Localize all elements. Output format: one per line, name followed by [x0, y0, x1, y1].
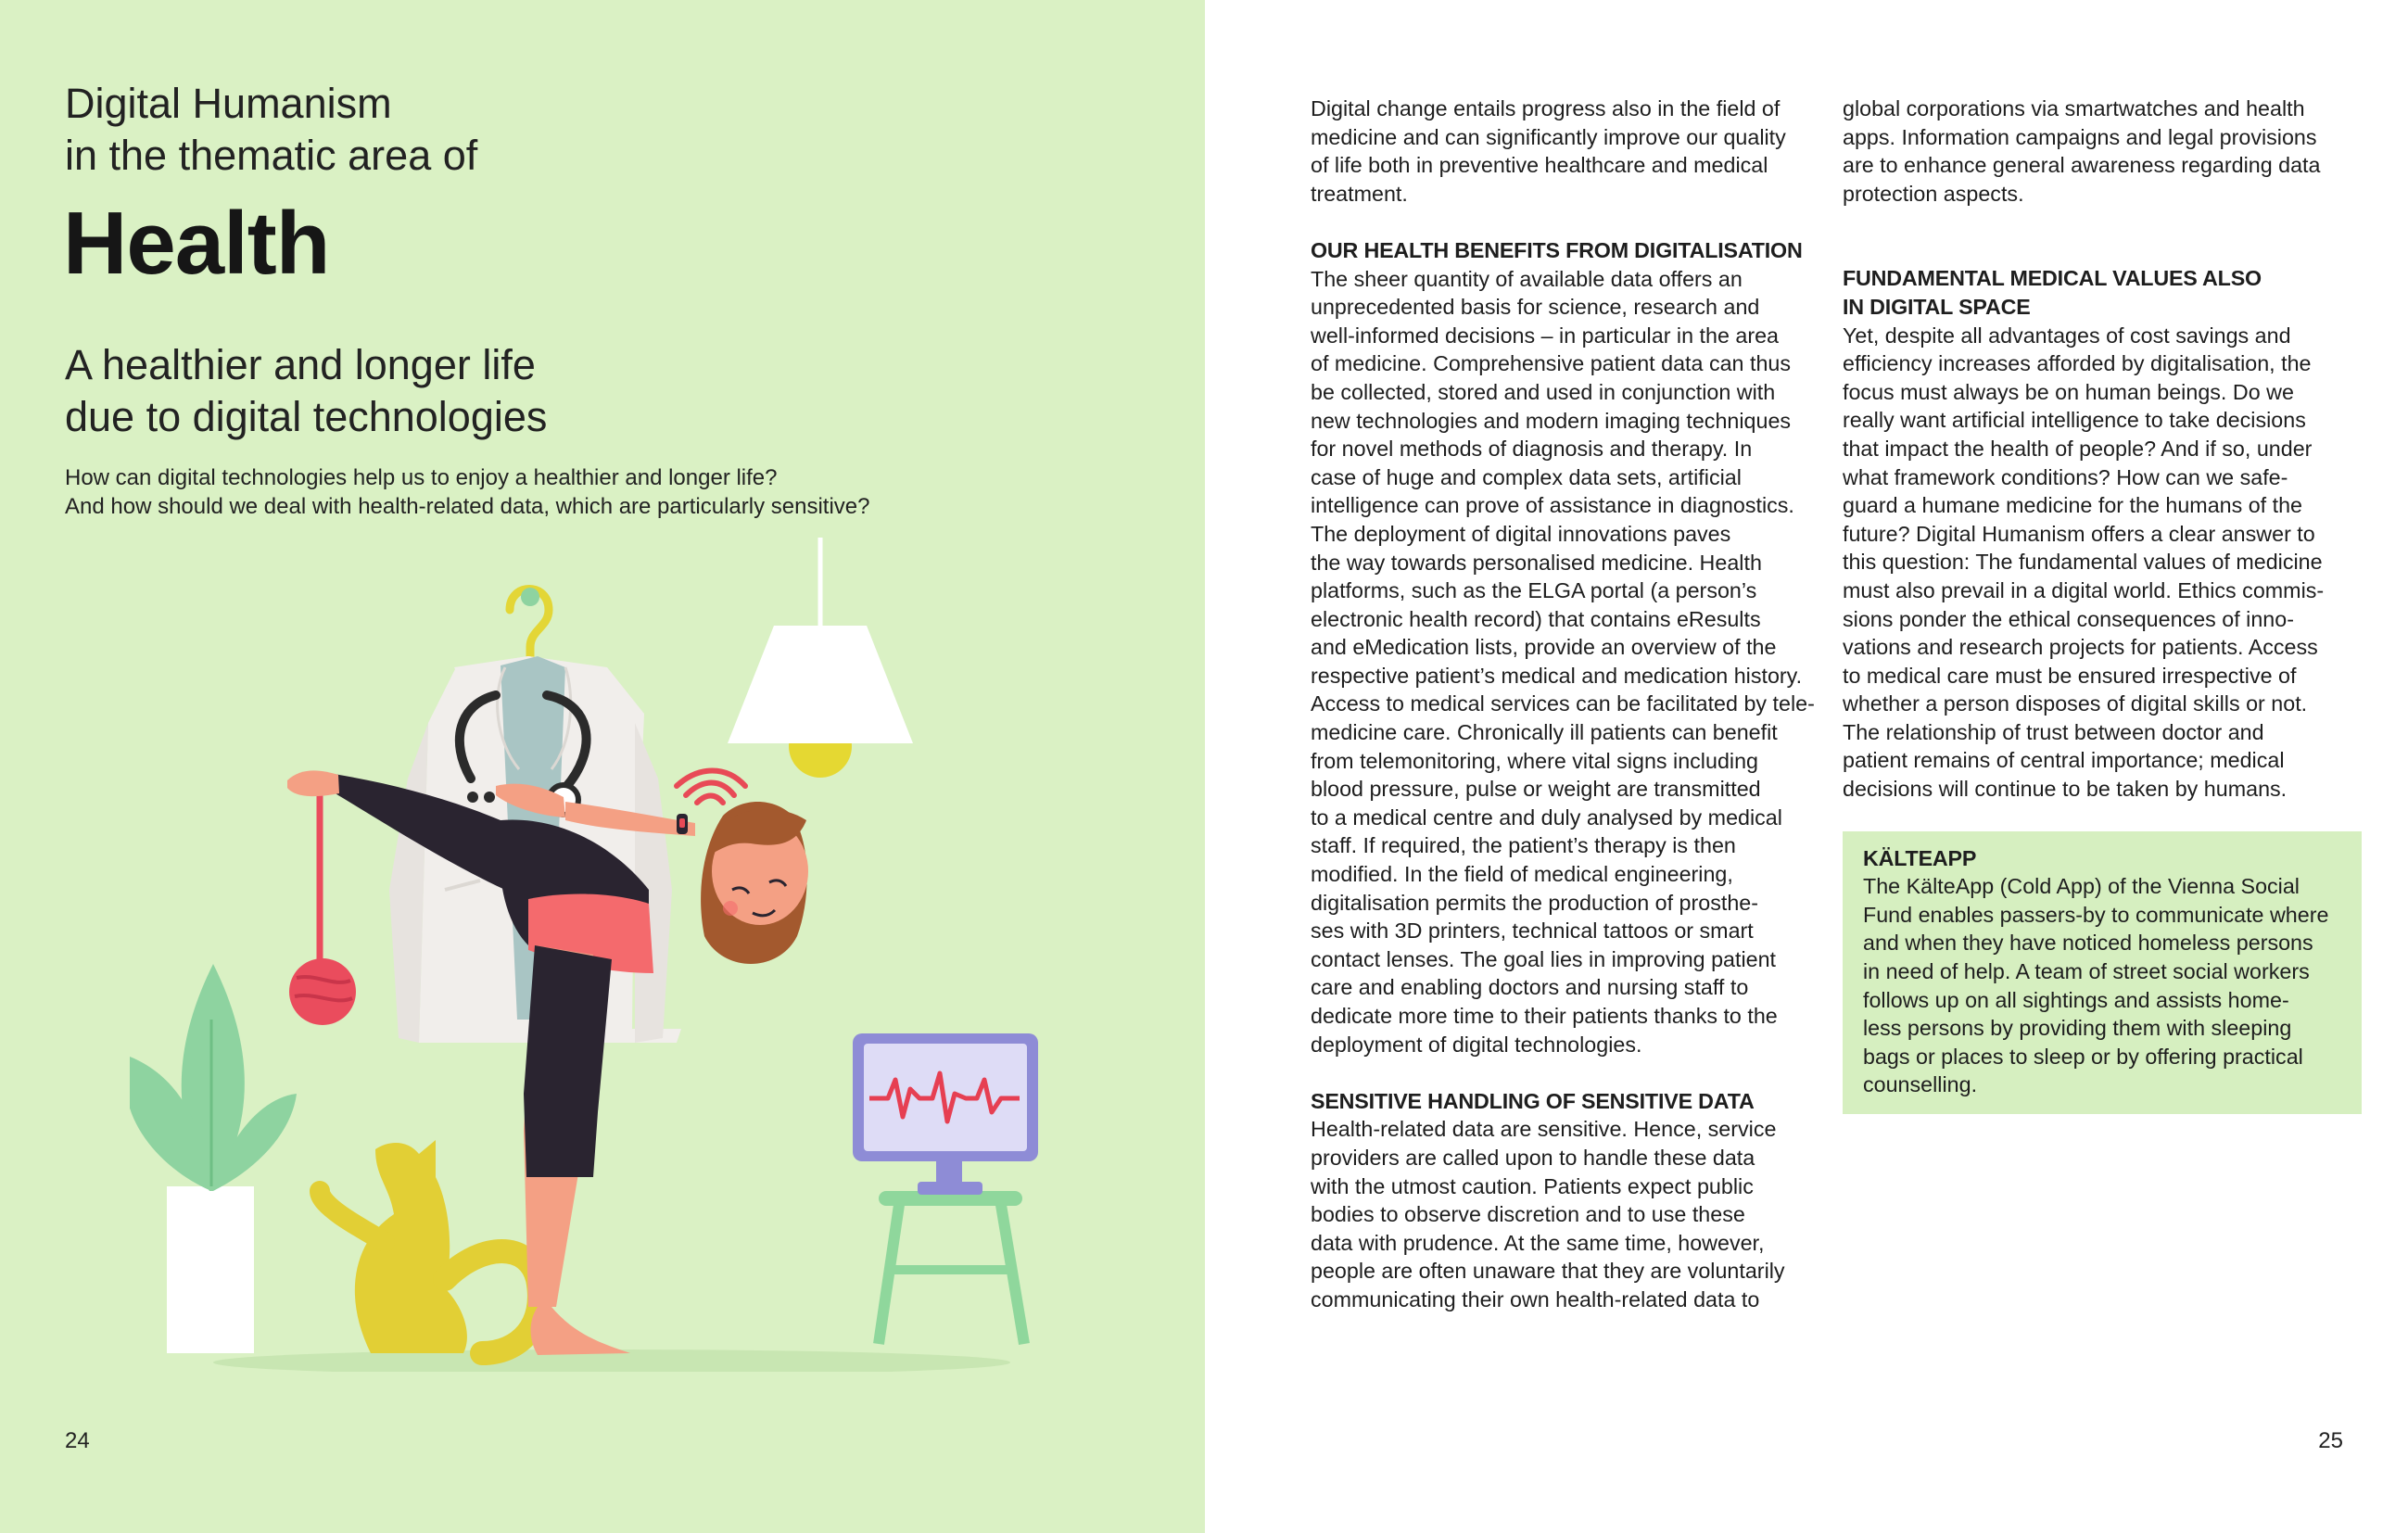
section-body — [1311, 265, 1830, 1059]
text-line: to medical care must be ensured irrespective of — [1843, 663, 2297, 688]
text-line: vations and research projects for patients. Access — [1843, 635, 2318, 660]
text-line: new technologies and modern imaging techniques — [1311, 408, 1792, 433]
text-line: staff. If required, the patient’s therapy is then — [1311, 833, 1736, 858]
kicker-line: Digital Humanism — [65, 80, 392, 127]
text-line: from telemonitoring, where vital signs including — [1311, 748, 1758, 773]
text-line: respective patient’s medical and medication history. — [1311, 663, 1803, 688]
text-line: well-informed decisions – in particular in the area — [1311, 323, 1780, 348]
text-line: to a medical centre and duly analysed by medical — [1311, 805, 1782, 830]
subtitle-line: A healthier and longer life — [65, 341, 536, 388]
text-line: communicating their own health-related data to — [1311, 1286, 1760, 1311]
text-line: less persons by providing them with sleeping — [1863, 1016, 2292, 1041]
text-line: apps. Information campaigns and legal provisions — [1843, 124, 2317, 149]
text-line: care and enabling doctors and nursing staff to — [1311, 975, 1749, 1000]
text-line: the way towards personalised medicine. Health — [1311, 550, 1762, 575]
text-line: data with prudence. At the same time, however, — [1311, 1230, 1765, 1255]
kicker-heading — [65, 78, 806, 182]
intro-line: And how should we deal with health-related data, which are particularly sensitive? — [65, 494, 870, 519]
text-line: unprecedented basis for science, research and — [1311, 295, 1760, 320]
text-line: in need of help. A team of street social workers — [1863, 959, 2310, 984]
lamp-icon — [728, 538, 913, 778]
text-line: Digital change entails progress also in the field of — [1311, 96, 1781, 120]
subtitle-heading — [65, 339, 806, 443]
section-heading: IN DIGITAL SPACE — [1843, 294, 2031, 319]
text-line: Access to medical services can be facilitated by tele- — [1311, 691, 1815, 716]
hanger-icon — [510, 588, 549, 664]
text-line: be collected, stored and used in conjunction with — [1311, 379, 1776, 404]
text-line: Health-related data are sensitive. Hence, service — [1311, 1117, 1777, 1142]
subtitle-line: due to digital technologies — [65, 393, 548, 440]
section-body — [1843, 322, 2362, 804]
text-line: bodies to observe discretion and to use these — [1311, 1202, 1745, 1227]
text-line: for novel methods of diagnosis and therapy. In — [1311, 437, 1753, 462]
text-line: The relationship of trust between doctor and — [1843, 719, 2264, 744]
text-line: dedicate more time to their patients thanks to the — [1311, 1004, 1778, 1028]
section-body — [1311, 1115, 1830, 1313]
heart-monitor-icon — [853, 1033, 1038, 1195]
text-line: providers are called upon to handle these data — [1311, 1145, 1755, 1170]
text-line: whether a person disposes of digital skills or not. — [1843, 691, 2308, 716]
text-line: protection aspects. — [1843, 181, 2024, 206]
text-line: deployment of digital technologies. — [1311, 1032, 1642, 1057]
text-line: blood pressure, pulse or weight are transmitted — [1311, 777, 1761, 802]
text-line: that impact the health of people? And if so, under — [1843, 436, 2313, 461]
page-number: 24 — [65, 1428, 90, 1453]
text-line: must also prevail in a digital world. Ethics commis- — [1843, 577, 2325, 602]
text-line: efficiency increases afforded by digitalisation, the — [1843, 351, 2312, 376]
text-line: are to enhance general awareness regarding data — [1843, 153, 2321, 178]
text-line: Fund enables passers-by to communicate where — [1863, 902, 2329, 927]
plant-icon — [130, 964, 297, 1353]
text-line: of life both in preventive healthcare and medical — [1311, 153, 1768, 178]
text-column-2 — [1843, 95, 2362, 1114]
text-line: and when they have noticed homeless persons — [1863, 931, 2313, 956]
info-box-body — [1863, 872, 2343, 1099]
text-line: global corporations via smartwatches and health — [1843, 96, 2305, 120]
text-line: and eMedication lists, provide an overview of the — [1311, 635, 1777, 660]
section-heading: SENSITIVE HANDLING OF SENSITIVE DATA — [1311, 1088, 1755, 1113]
text-line: people are often unaware that they are voluntarily — [1311, 1259, 1785, 1284]
section-heading: FUNDAMENTAL MEDICAL VALUES ALSO — [1843, 266, 2262, 291]
text-line: contact lenses. The goal lies in improving patient — [1311, 946, 1777, 971]
text-line: guard a humane medicine for the humans of the — [1843, 493, 2303, 518]
text-line: patient remains of central importance; medical — [1843, 748, 2285, 773]
text-line: bags or places to sleep or by offering practical — [1863, 1044, 2303, 1069]
text-line: The sheer quantity of available data offers an — [1311, 266, 1743, 291]
health-illustration — [130, 538, 1131, 1372]
text-line: decisions will continue to be taken by humans. — [1843, 777, 2288, 802]
intro-paragraph — [1843, 95, 2362, 208]
cat-icon — [320, 1140, 539, 1353]
text-line: of medicine. Comprehensive patient data can thus — [1311, 351, 1792, 376]
text-line: really want artificial intelligence to take decisions — [1843, 408, 2306, 433]
intro-paragraph — [1311, 95, 1830, 208]
text-column-1 — [1311, 95, 1830, 1314]
page-title: Health — [63, 194, 330, 293]
intro-text — [65, 463, 1177, 521]
text-line: follows up on all sightings and assists home- — [1863, 987, 2289, 1012]
page-number: 25 — [2318, 1428, 2343, 1453]
right-page — [1205, 0, 2408, 1533]
info-box — [1843, 831, 2362, 1114]
intro-line: How can digital technologies help us to enjoy a healthier and longer life? — [65, 465, 778, 490]
text-line: counselling. — [1863, 1072, 1978, 1097]
kicker-line: in the thematic area of — [65, 132, 478, 179]
text-line: medicine and can significantly improve our quality — [1311, 124, 1786, 149]
text-line: The deployment of digital innovations paves — [1311, 521, 1731, 546]
text-line: The KälteApp (Cold App) of the Vienna Social — [1863, 874, 2300, 899]
text-line: sions ponder the ethical consequences of inno- — [1843, 606, 2294, 631]
yarn-ball-icon — [289, 780, 356, 1025]
text-line: with the utmost caution. Patients expect public — [1311, 1173, 1754, 1198]
text-line: modified. In the field of medical engineering, — [1311, 862, 1733, 887]
text-line: Yet, despite all advantages of cost savings and — [1843, 323, 2291, 348]
text-line: case of huge and complex data sets, artificial — [1311, 464, 1742, 489]
text-line: platforms, such as the ELGA portal (a person’s — [1311, 578, 1757, 603]
text-line: medicine care. Chronically ill patients can benefit — [1311, 720, 1778, 745]
text-line: treatment. — [1311, 181, 1408, 206]
text-line: electronic health record) that contains eResults — [1311, 606, 1761, 631]
stool-icon — [879, 1191, 1024, 1344]
text-line: this question: The fundamental values of medicine — [1843, 550, 2323, 575]
text-line: focus must always be on human beings. Do we — [1843, 379, 2294, 404]
text-line: what framework conditions? How can we safe- — [1843, 464, 2288, 489]
text-line: ses with 3D printers, technical tattoos or smart — [1311, 919, 1754, 944]
text-line: intelligence can prove of assistance in diagnostics. — [1311, 493, 1794, 518]
section-heading: OUR HEALTH BENEFITS FROM DIGITALISATION — [1311, 237, 1803, 262]
text-line: digitalisation permits the production of prosthe- — [1311, 890, 1759, 915]
text-line: future? Digital Humanism offers a clear answer to — [1843, 521, 2315, 546]
info-box-heading: KÄLTEAPP — [1863, 845, 1977, 870]
